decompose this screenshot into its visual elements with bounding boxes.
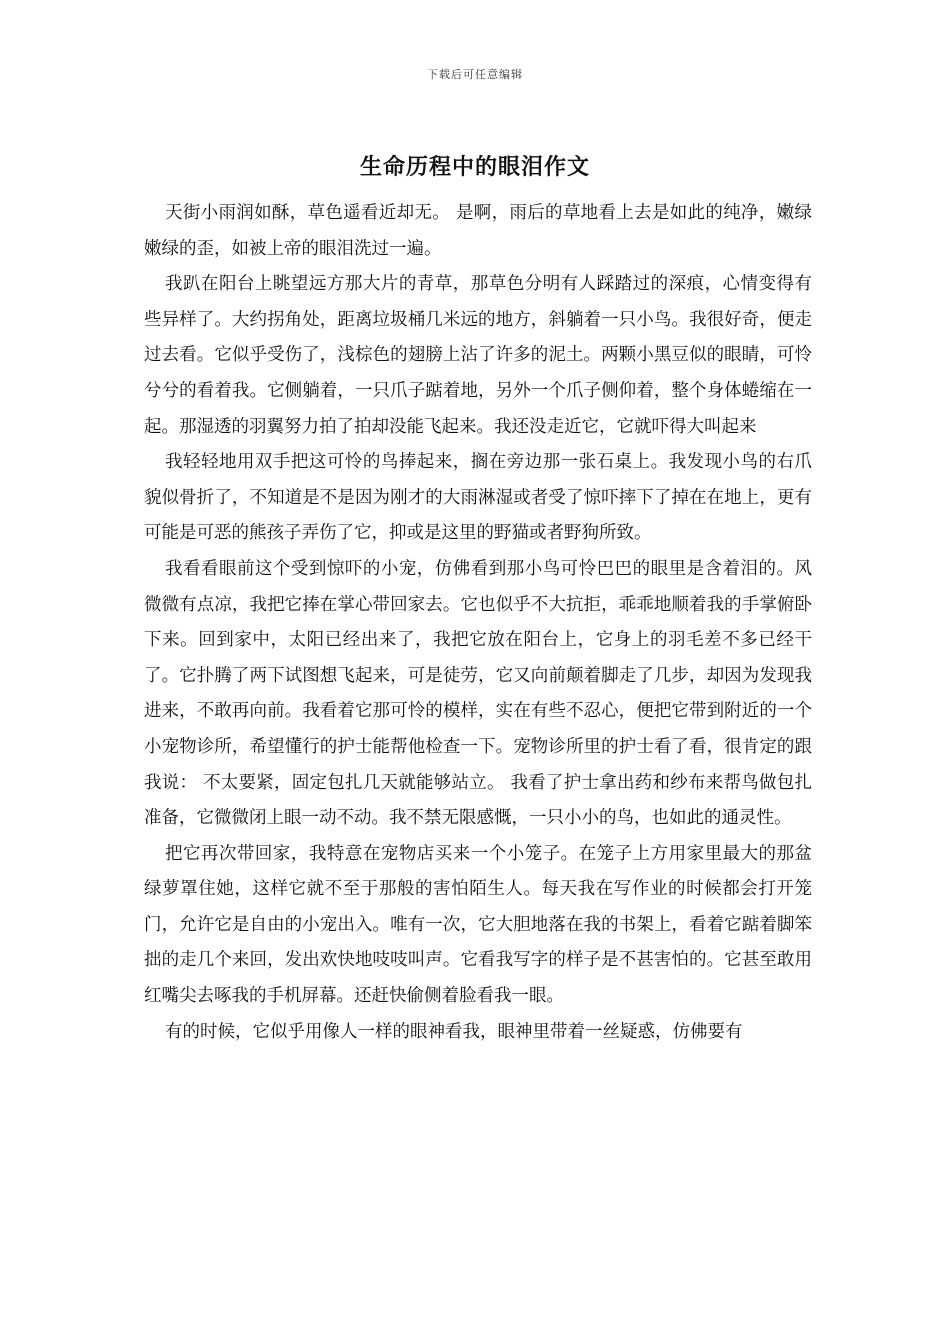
paragraph-4: 我看看眼前这个受到惊吓的小宠，仿佛看到那小鸟可怜巴巴的眼里是含着泪的。风微微有点凉，我把它捧在掌心带回家去。它也似乎不大抗拒，乖乖地顺着我的手掌俯卧下来。回到家中，太阳已经出来了，我把它放在阳台上，它身上的羽毛差不多已经干了。它扑腾了两下试图想飞起来，可是徒劳，它又向前颠着脚走了几步，却因为发现我进来，不敢再向前。我看着它那可怜的模样，实在有些不忍心，便把它带到附近的一个小宠物诊所，希望懂行的护士能帮他检查一下。宠物诊所里的护士看了看，很肯定的跟我说： 不太要紧，固定包扎几天就能够站立。 我看了护士拿出药和纱布来帮鸟做包扎准备，它微微闭上眼一动不动。我不禁无限感慨，一只小小的鸟，也如此的通灵性。 [144, 558, 812, 829]
paragraph-6: 有的时候，它似乎用像人一样的眼神看我，眼神里带着一丝疑惑，仿佛要有 [165, 1021, 743, 1042]
paragraph-2: 我趴在阳台上眺望远方那大片的青草，那草色分明有人踩踏过的深痕，心情变得有些异样了。大约拐角处，距离垃圾桶几米远的地方，斜躺着一只小鸟。我很好奇，便走过去看。它似乎受伤了，浅棕色的翅膀上沾了许多的泥土。两颗小黑豆似的眼睛，可怜兮兮的看着我。它侧躺着，一只爪子踮着地，另外一个爪子侧仰着，整个身体蜷缩在一起。那湿透的羽翼努力拍了拍却没能飞起来。我还没走近它，它就吓得大叫起来 [144, 274, 812, 437]
paragraph-3: 我轻轻地用双手把这可怜的鸟捧起来，搁在旁边那一张石桌上。我发现小鸟的右爪貌似骨折了，不知道是不是因为刚才的大雨淋湿或者受了惊吓摔下了掉在在地上，更有可能是可恶的熊孩子弄伤了它，抑或是这里的野猫或者野狗所致。 [144, 452, 812, 544]
document-title: 生命历程中的眼泪作文 [359, 154, 590, 180]
page-header-note: 下载后可任意编辑 [427, 68, 523, 81]
paragraph-1: 天街小雨润如酥，草色遥看近却无。 是啊，雨后的草地看上去是如此的纯净，嫩绿嫩绿的歪，如被上帝的眼泪洗过一遍。 [144, 203, 812, 259]
paragraph-5: 把它再次带回家，我特意在宠物店买来一个小笼子。在笼子上方用家里最大的那盆绿萝罩住她，这样它就不至于那般的害怕陌生人。每天我在写作业的时候都会打开笼门，允许它是自由的小宠出入。唯有一次，它大胆地落在我的书架上，看着它踮着脚笨拙的走几个来回，发出欢快地吱吱叫声。它看我写字的样子是不甚害怕的。它甚至敢用红嘴尖去啄我的手机屏幕。还赶快偷侧着脸看我一眼。 [144, 843, 812, 1007]
document-body [144, 196, 812, 1050]
